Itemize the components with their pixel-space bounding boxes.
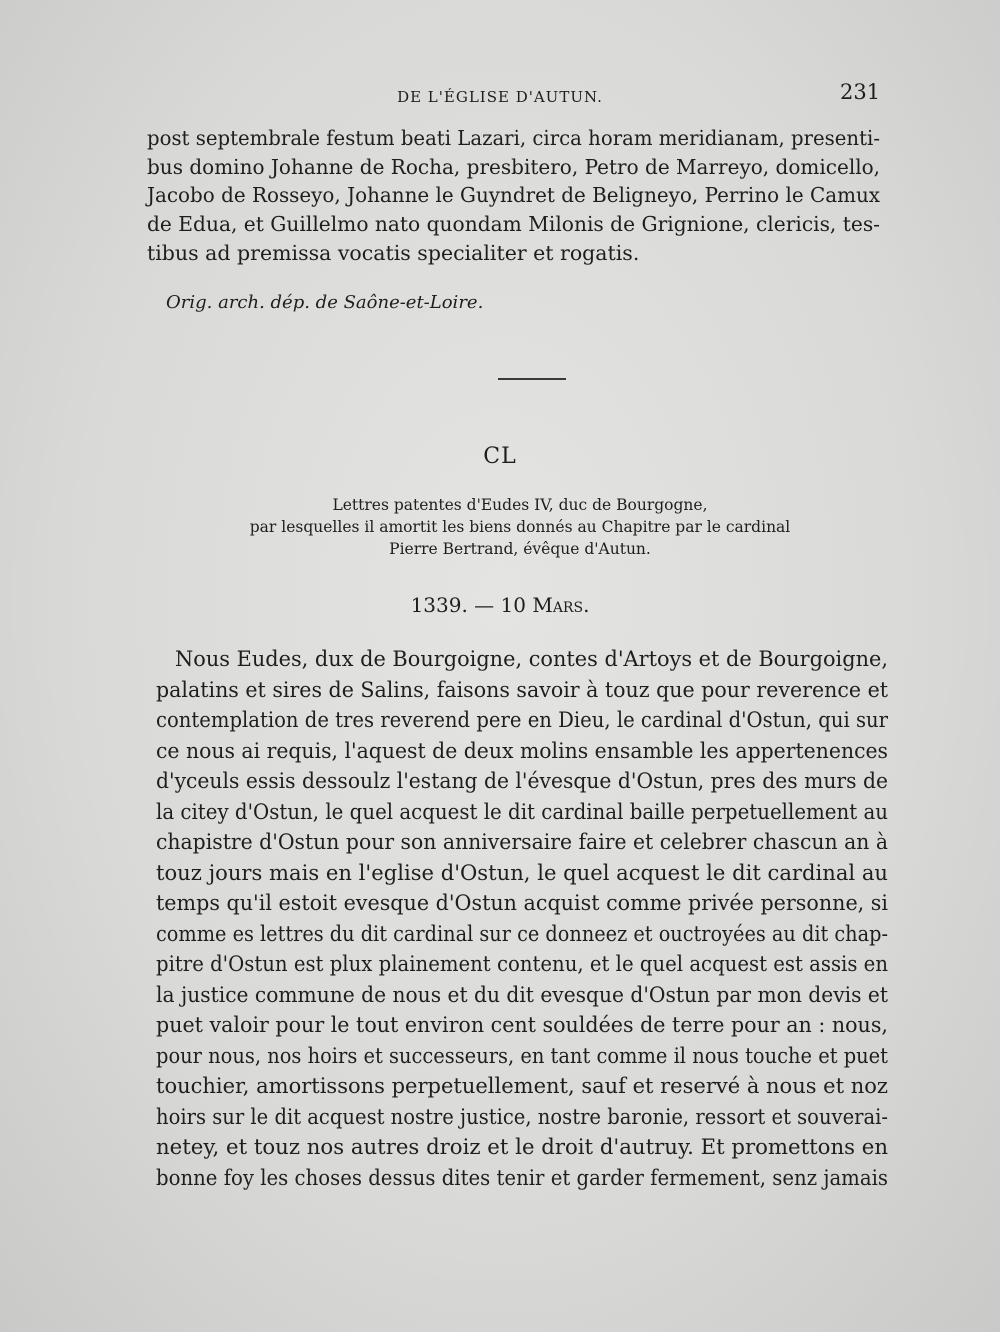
body-line: touchier, amortissons perpetuellement, sauf et reservé à nous et noz xyxy=(156,1074,888,1099)
intro-line: bus domino Johanne de Rocha, presbitero, Petro de Marreyo, domicello, xyxy=(147,155,881,179)
document-summary xyxy=(200,494,840,560)
body-line: netey, et touz nos autres droiz et le droit d'autruy. Et promettons en xyxy=(156,1135,889,1160)
page-number: 231 xyxy=(840,80,881,104)
running-header: DE L'ÉGLISE D'AUTUN. xyxy=(397,88,603,106)
summary-line: Pierre Bertrand, évêque d'Autun. xyxy=(389,540,651,558)
body-line: la justice commune de nous et du dit evesque d'Ostun par mon devis et xyxy=(156,983,888,1008)
body-line: ce nous ai requis, l'aquest de deux molins ensamble les appertenences xyxy=(156,739,889,764)
body-line: la citey d'Ostun, le quel acquest le dit cardinal baille perpetuellement au xyxy=(156,800,888,825)
document-date xyxy=(0,593,1000,617)
body-line: Nous Eudes, dux de Bourgoigne, contes d'Artoys et de Bourgoigne, xyxy=(175,647,889,672)
body-line: bonne foy les choses dessus dites tenir et garder fermement, senz jamais xyxy=(156,1166,888,1191)
body-line: contemplation de tres reverend pere en Dieu, le cardinal d'Ostun, qui sur xyxy=(156,708,889,733)
intro-line: tibus ad premissa vocatis specialiter et rogatis. xyxy=(147,241,640,265)
body-line: palatins et sires de Salins, faisons savoir à touz que pour reverence et xyxy=(156,678,888,703)
body-line: puet valoir pour le tout environ cent souldées de terre pour an : nous, xyxy=(156,1013,888,1038)
body-line: comme es lettres du dit cardinal sur ce donneez et ouctroyées au dit chap- xyxy=(156,922,888,947)
summary-line: Lettres patentes d'Eudes IV, duc de Bourgogne, xyxy=(332,496,708,514)
body-line: hoirs sur le dit acquest nostre justice, nostre baronie, ressort et souverai- xyxy=(156,1105,889,1130)
body-line: chapistre d'Ostun pour son anniversaire faire et celebrer chascun an à xyxy=(156,830,889,855)
document-number: CL xyxy=(483,444,517,469)
body-line: pour nous, nos hoirs et successeurs, en tant comme il nous touche et puet xyxy=(156,1044,888,1069)
body-line: temps qu'il estoit evesque d'Ostun acquist comme privée personne, si xyxy=(156,891,889,916)
intro-line: post septembrale festum beati Lazari, circa horam meridianam, presenti- xyxy=(147,126,880,150)
body-line: pitre d'Ostun est plux plainement contenu, et le quel acquest est assis en xyxy=(156,952,888,977)
body-line: d'yceuls essis dessoulz l'estang de l'évesque d'Ostun, pres des murs de xyxy=(156,769,888,794)
intro-line: Jacobo de Rosseyo, Johanne le Guyndret de Beligneyo, Perrino le Camux xyxy=(147,183,881,207)
date-year: 1339. — 10 xyxy=(410,593,526,617)
section-divider xyxy=(498,378,566,380)
body-line: touz jours mais en l'eglise d'Ostun, le quel acquest le dit cardinal au xyxy=(156,861,889,886)
archive-source-note: Orig. arch. dép. de Saône-et-Loire. xyxy=(166,292,484,313)
date-month: Mars. xyxy=(532,593,590,617)
intro-line: de Edua, et Guillelmo nato quondam Milonis de Grignione, clericis, tes- xyxy=(147,212,881,236)
summary-line: par lesquelles il amortit les biens donnés au Chapitre par le cardinal xyxy=(249,518,791,536)
